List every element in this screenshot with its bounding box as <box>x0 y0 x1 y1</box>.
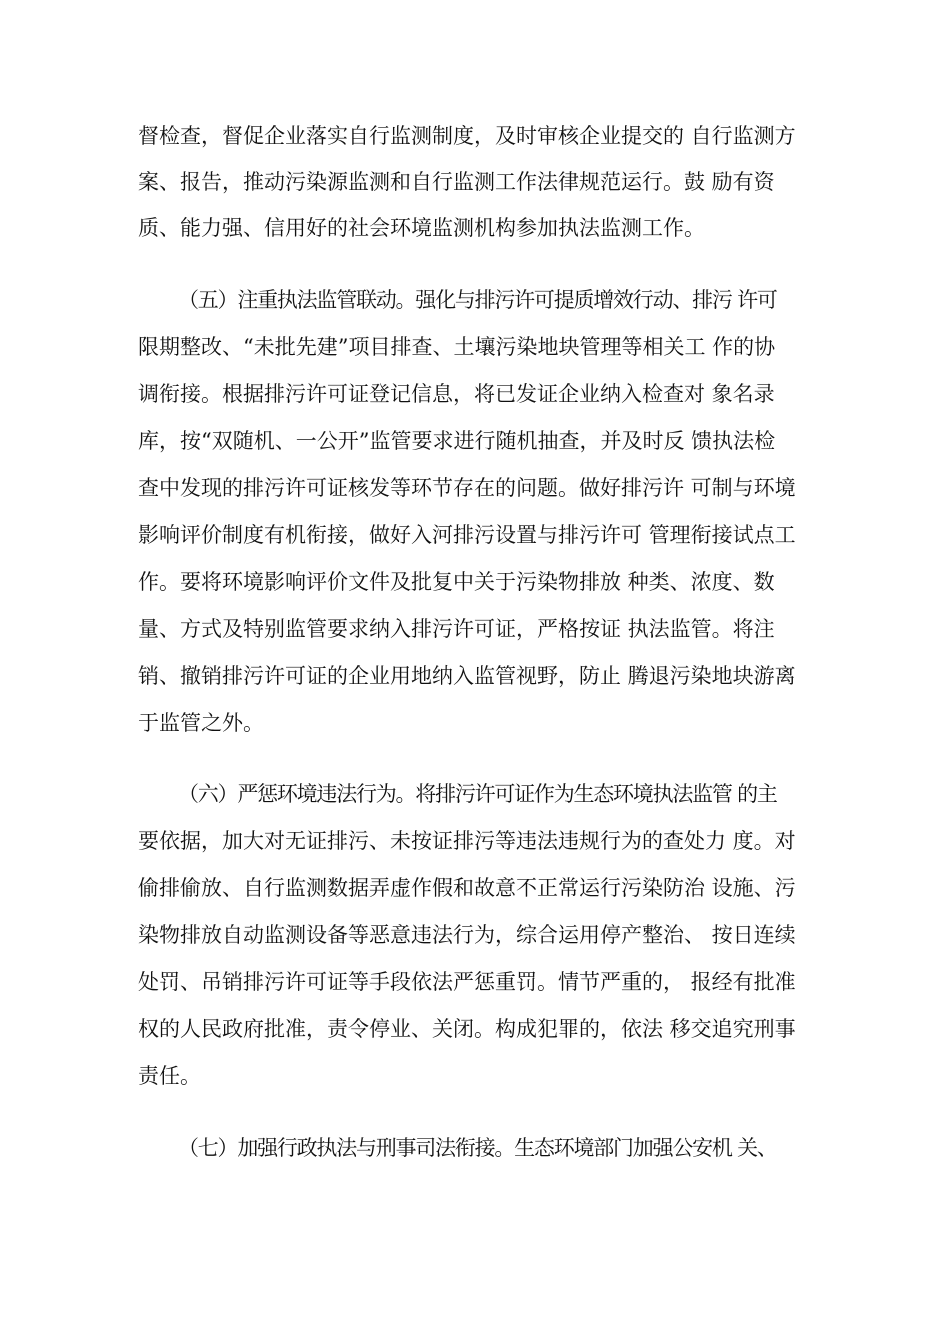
text-line: 影响评价制度有机衔接，做好入河排污设置与排污许可 管理衔接试点工 <box>138 523 796 547</box>
text-line: 权的人民政府批准，责令停业、关闭。构成犯罪的，依法 移交追究刑事 <box>138 1017 796 1041</box>
text-line: 查中发现的排污许可证核发等环节存在的问题。做好排污许 可制与环境 <box>138 476 796 500</box>
paragraph-heading-7: （七）加强行政执法与刑事司法衔接。生态环境部门加强公安机 关、 <box>178 1136 777 1160</box>
text-line: 案、报告，推动污染源监测和自行监测工作法律规范运行。鼓 励有资 <box>138 170 775 194</box>
text-line: 量、方式及特别监管要求纳入排污许可证，严格按证 执法监管。将注 <box>138 617 775 641</box>
text-line: 督检查，督促企业落实自行监测制度，及时审核企业提交的 自行监测方 <box>138 124 796 148</box>
text-line: 责任。 <box>138 1064 201 1088</box>
text-line: 于监管之外。 <box>138 711 264 735</box>
text-line: 调衔接。根据排污许可证登记信息，将已发证企业纳入检查对 象名录 <box>138 382 775 406</box>
text-line: 质、能力强、信用好的社会环境监测机构参加执法监测工作。 <box>138 216 705 240</box>
text-line: 要依据，加大对无证排污、未按证排污等违法违规行为的查处力 度。对 <box>138 829 796 853</box>
text-line: 作。要将环境影响评价文件及批复中关于污染物排放 种类、浓度、数 <box>138 570 775 594</box>
paragraph-heading-5: （五）注重执法监管联动。强化与排污许可提质增效行动、排污 许可 <box>178 288 777 312</box>
text-line: 库，按“双随机、一公开”监管要求进行随机抽查，并及时反 馈执法检 <box>138 429 776 453</box>
text-line: 限期整改、“未批先建”项目排查、土壤污染地块管理等相关工 作的协 <box>138 335 776 359</box>
text-line: 处罚、吊销排污许可证等手段依法严惩重罚。情节严重的， 报经有批准 <box>138 970 796 994</box>
text-line: 销、撤销排污许可证的企业用地纳入监管视野，防止 腾退污染地块游离 <box>138 664 796 688</box>
text-line: 染物排放自动监测设备等恶意违法行为，综合运用停产整治、 按日连续 <box>138 923 796 947</box>
text-line: 偷排偷放、自行监测数据弄虚作假和故意不正常运行污染防治 设施、污 <box>138 876 796 900</box>
paragraph-heading-6: （六）严惩环境违法行为。将排污许可证作为生态环境执法监管 的主 <box>178 782 777 806</box>
